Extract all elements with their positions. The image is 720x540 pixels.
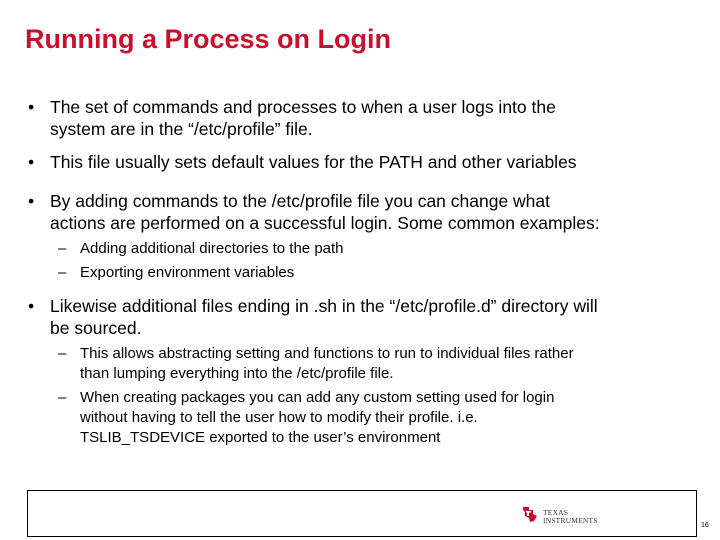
bullet-4-subitems [28,344,698,448]
bullet-2 [28,151,698,173]
logo-line-1: TEXAS [543,507,569,517]
bullet-4-line-1: Likewise additional files ending in .sh in the “/etc/profile.d” directory will [50,296,598,316]
sub-item-3-1-line-1: Adding additional directories to the path [80,240,344,257]
sub-item-3-1 [28,239,698,259]
sub-mark: – [58,389,67,406]
bullet-3-line-1: By adding commands to the /etc/profile file you can change what [50,191,551,211]
texas-instruments-logo-icon [520,505,540,528]
logo-wordmark [543,509,598,525]
bullet-1 [28,96,698,140]
sub-item-4-2 [28,388,698,448]
bullet-3-line-2: actions are performed on a successful login. Some common examples: [50,213,600,233]
bullet-2-line-1: This file usually sets default values for the PATH and other variables [50,152,577,172]
bullet-4 [28,295,698,339]
sub-mark: – [58,264,67,281]
bullet-3-subitems [28,239,698,283]
sub-item-4-1-line-1: This allows abstracting setting and functions to run to individual files rather [80,345,574,362]
sub-item-4-1 [28,344,698,384]
sub-item-4-2-line-1: When creating packages you can add any custom setting used for login [80,389,555,406]
bullet-mark: • [28,152,35,172]
bullet-mark: • [28,296,35,316]
bullet-3 [28,190,698,234]
bullet-mark: • [28,97,35,117]
page-number: 16 [701,522,709,529]
sub-item-3-2-line-1: Exporting environment variables [80,264,295,281]
bullet-mark: • [28,191,35,211]
sub-item-4-2-line-3: TSLIB_TSDEVICE exported to the user’s environment [80,429,441,446]
slide-content [28,96,698,460]
sub-item-3-2 [28,263,698,283]
bullet-4-line-2: be sourced. [50,318,142,338]
bullet-1-line-2: system are in the “/etc/profile” file. [50,119,313,139]
sub-mark: – [58,240,67,257]
logo-line-2: INSTRUMENTS [543,515,598,525]
sub-item-4-1-line-2: than lumping everything into the /etc/profile file. [80,365,394,382]
slide-title: Running a Process on Login [25,24,392,54]
bullet-1-line-1: The set of commands and processes to when a user logs into the [50,97,556,117]
footer-logo [520,505,598,528]
sub-item-4-2-line-2: without having to tell the user how to modify their profile. i.e. [80,409,478,426]
sub-mark: – [58,345,67,362]
